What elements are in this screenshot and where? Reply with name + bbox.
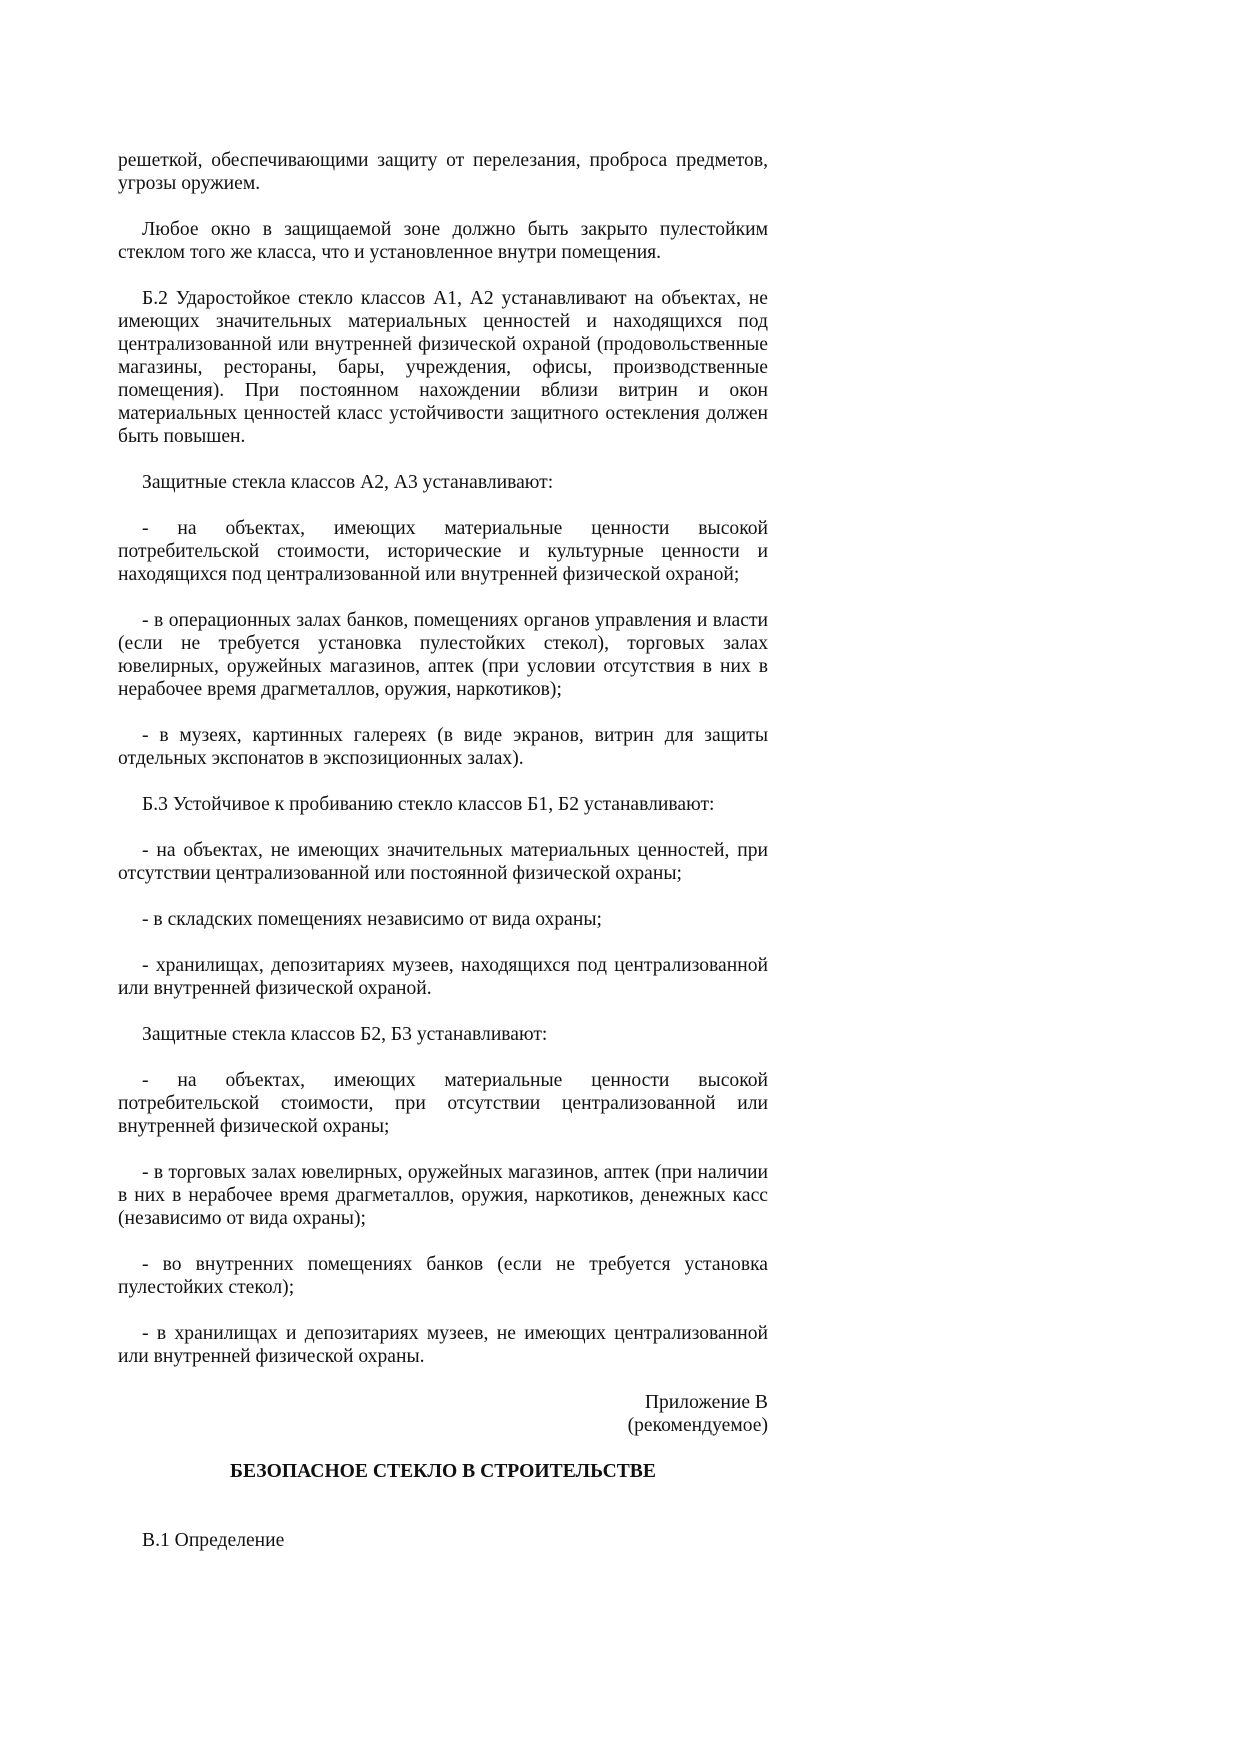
annex-label: Приложение В [644,1392,768,1413]
list-item: - в музеях, картинных галереях (в виде экранов, витрин для защиты отдельных экспонатов в экспозиционных залах). [118,725,768,769]
list-item: - на объектах, имеющих материальные ценности высокой потребительской стоимости, при отсутствии централизованной или внутренней физической охраны; [118,1070,768,1137]
section-heading: В.1 Определение [142,1530,285,1551]
paragraph-b2: Б.2 Ударостойкое стекло классов А1, А2 устанавливают на объектах, не имеющих значительных материальных ценностей и находящихся под централизованной или внутренней физической охраной (продовольственные магазины, рестораны, бары, учреждения, офисы, производственные помещения). При постоянном нахождении вблизи витрин и окон материальных ценностей класс устойчивости защитного остекления должен быть повышен. [118,288,768,447]
list-item: - на объектах, имеющих материальные ценности высокой потребительской стоимости, исторические и культурные ценности и находящихся под централизованной или внутренней физической охраной; [118,518,768,585]
annex-status: (рекомендуемое) [627,1415,768,1436]
list-item: - в операционных залах банков, помещениях органов управления и власти (если не требуется установка пулестойких стекол), торговых залах ювелирных, оружейных магазинов, аптек (при условии отсутствия в них в нерабочее время драгметаллов, оружия, наркотиков); [118,610,768,700]
paragraph: Защитные стекла классов А2, А3 устанавливают: [142,472,554,493]
list-item: - в складских помещениях независимо от вида охраны; [142,909,602,930]
list-item: - хранилищах, депозитариях музеев, находящихся под централизованной или внутренней физической охраной. [118,955,768,999]
annex-title: БЕЗОПАСНОЕ СТЕКЛО В СТРОИТЕЛЬСТВЕ [230,1461,656,1482]
list-item: - в торговых залах ювелирных, оружейных магазинов, аптек (при наличии в них в нерабочее время драгметаллов, оружия, наркотиков, денежных касс (независимо от вида охраны); [118,1162,768,1229]
paragraph: Любое окно в защищаемой зоне должно быть закрыто пулестойким стеклом того же класса, что и установленное внутри помещения. [118,219,768,263]
paragraph: Защитные стекла классов Б2, Б3 устанавливают: [142,1024,548,1045]
annex-label-block [118,1391,768,1437]
list-item: - на объектах, не имеющих значительных материальных ценностей, при отсутствии централизованной или постоянной физической охраны; [118,840,768,884]
list-item: - в хранилищах и депозитариях музеев, не имеющих централизованной или внутренней физической охраны. [118,1323,768,1367]
list-item: - во внутренних помещениях банков (если не требуется установка пулестойких стекол); [118,1254,768,1298]
paragraph-continuation: решеткой, обеспечивающими защиту от перелезания, проброса предметов, угрозы оружием. [118,150,768,194]
paragraph-b3: Б.3 Устойчивое к пробиванию стекло классов Б1, Б2 устанавливают: [142,794,715,815]
document-page [118,149,768,1575]
